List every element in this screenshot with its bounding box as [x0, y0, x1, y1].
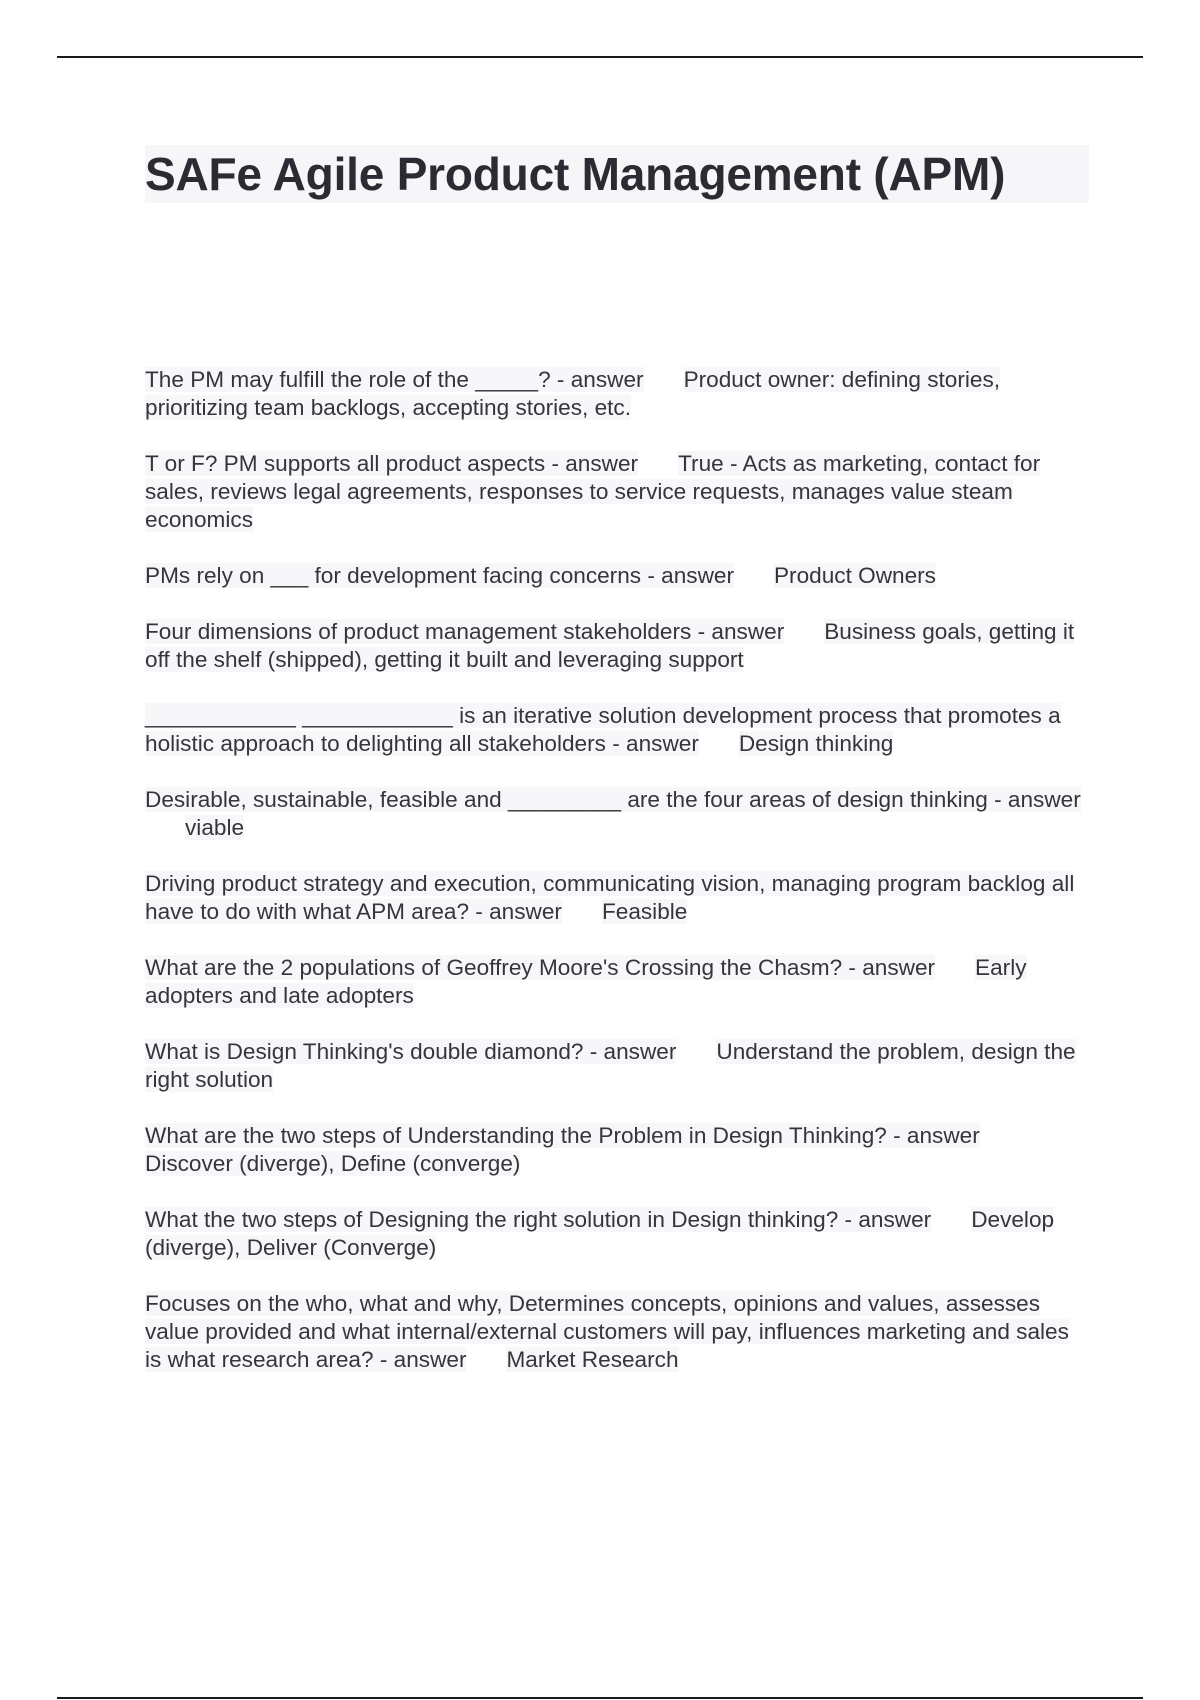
qa-item [145, 954, 1090, 1010]
answer-text: Develop (diverge), Deliver (Converge) [145, 1207, 1055, 1260]
page-title: SAFe Agile Product Management (APM) [145, 148, 1006, 200]
qa-item [145, 1038, 1090, 1094]
question-text: T or F? PM supports all product aspects - answer [145, 451, 639, 476]
question-text: What is Design Thinking's double diamond? - answer [145, 1039, 677, 1064]
question-text: Four dimensions of product management stakeholders - answer [145, 619, 785, 644]
answer-text: viable [185, 815, 245, 840]
top-rule [57, 56, 1143, 58]
qa-list [145, 366, 1090, 1402]
qa-item [145, 366, 1090, 422]
answer-text: Early adopters and late adopters [145, 955, 1027, 1008]
qa-item [145, 1206, 1090, 1262]
title-block [145, 145, 1089, 203]
answer-text: Understand the problem, design the right solution [145, 1039, 1076, 1092]
question-text: ____________ ____________ is an iterative solution development process that promotes a holistic approach to delighting all stakeholders - answer [145, 703, 1061, 756]
qa-item [145, 618, 1090, 674]
question-text: PMs rely on ___ for development facing concerns - answer [145, 563, 734, 588]
answer-text: True - Acts as marketing, contact for sales, reviews legal agreements, responses to service requests, manages value steam economics [145, 451, 1041, 532]
answer-text: Product owner: defining stories, prioritizing team backlogs, accepting stories, etc. [145, 367, 1001, 420]
question-text: What the two steps of Designing the right solution in Design thinking? - answer [145, 1207, 932, 1232]
question-text: Focuses on the who, what and why, Determines concepts, opinions and values, assesses value provided and what internal/external customers will pay, influences marketing and sales is what research area? - answer [145, 1291, 1069, 1372]
question-text: The PM may fulfill the role of the _____? - answer [145, 367, 644, 392]
question-text: Driving product strategy and execution, communicating vision, managing program backlog all have to do with what APM area? - answer [145, 871, 1075, 924]
qa-item [145, 562, 1090, 590]
qa-item [145, 870, 1090, 926]
qa-item [145, 450, 1090, 534]
bottom-rule [57, 1697, 1143, 1699]
question-text: Desirable, sustainable, feasible and _________ are the four areas of design thinking - answer [145, 787, 1081, 812]
qa-item [145, 786, 1090, 842]
answer-text: Product Owners [773, 563, 936, 588]
question-text: What are the 2 populations of Geoffrey Moore's Crossing the Chasm? - answer [145, 955, 936, 980]
answer-text: Discover (diverge), Define (converge) [145, 1151, 521, 1176]
question-text: What are the two steps of Understanding the Problem in Design Thinking? - answer [145, 1123, 980, 1148]
qa-item [145, 702, 1090, 758]
answer-text: Market Research [506, 1347, 679, 1372]
answer-text: Design thinking [738, 731, 894, 756]
answer-text: Business goals, getting it off the shelf (shipped), getting it built and leveraging support [145, 619, 1075, 672]
qa-item [145, 1290, 1090, 1374]
qa-item [145, 1122, 1090, 1178]
answer-text: Feasible [601, 899, 688, 924]
